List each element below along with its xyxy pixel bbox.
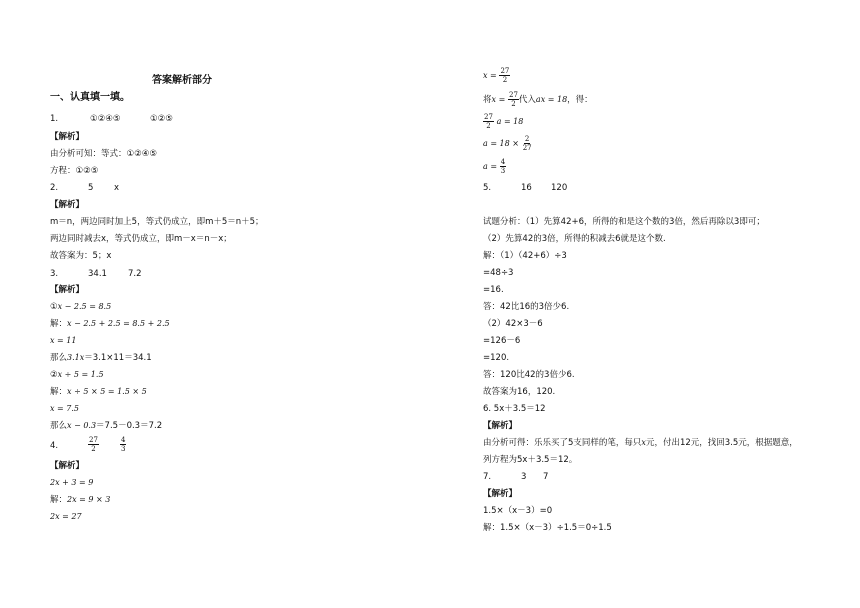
equation-line: 那么3.1x＝3.1×11＝34.1 bbox=[50, 353, 152, 363]
fraction: $\frac{27}{2}$ bbox=[508, 91, 518, 108]
equation-line: x = 7.5 bbox=[50, 404, 80, 413]
fraction: $\frac{27}{2}$ bbox=[484, 113, 493, 130]
question-7 bbox=[483, 471, 549, 483]
equation-line: 2x + 3 = 9 bbox=[50, 478, 94, 487]
explanation-line: =16. bbox=[483, 285, 504, 295]
answer-4a-fraction: $\frac{27}{2}$ bbox=[89, 436, 98, 453]
explanation-line: 故答案为：5；x bbox=[50, 251, 112, 261]
equation-line: a = 18 × $\frac{2}{27}$ bbox=[483, 135, 532, 152]
section-heading: 一、认真填一填。 bbox=[50, 92, 130, 103]
equation-line: ②x ÷ 5 = 1.5 bbox=[50, 370, 104, 380]
question-number: 7. bbox=[483, 472, 492, 482]
analysis-label: 【解析】 bbox=[483, 489, 518, 499]
equation-line: 那么x − 0.3＝7.5－0.3＝7.2 bbox=[50, 421, 163, 431]
equation-line: a = $\frac{4}{3}$ bbox=[483, 158, 506, 175]
explanation-line: 方程：①②⑤ bbox=[50, 166, 99, 176]
explanation-line: 解：1.5×（x－3）÷1.5＝0÷1.5 bbox=[483, 523, 612, 533]
answer-1b: ①②⑤ bbox=[150, 114, 173, 124]
analysis-label: 【解析】 bbox=[50, 200, 85, 210]
equation-line: $\frac{27}{2}$ a = 18 bbox=[484, 113, 524, 130]
fraction: $\frac{2}{27}$ bbox=[522, 135, 532, 152]
analysis-label: 【解析】 bbox=[483, 421, 518, 431]
question-2 bbox=[50, 182, 120, 194]
explanation-line: 解：（1）（42+6）÷3 bbox=[483, 251, 567, 261]
equation-line: 解：x − 2.5 + 2.5 = 8.5 + 2.5 bbox=[50, 319, 170, 329]
question-number: 3. bbox=[50, 269, 59, 279]
fraction: $\frac{27}{2}$ bbox=[500, 67, 510, 84]
equation-line: 将x = $\frac{27}{2}$ 代入ax = 18，得： bbox=[483, 91, 593, 108]
equation-line: 2x = 27 bbox=[50, 512, 82, 521]
explanation-line: =126－6 bbox=[483, 336, 521, 346]
answer-3a: 34.1 bbox=[88, 269, 107, 279]
equation-line: ①x − 2.5 = 8.5 bbox=[50, 302, 112, 312]
answer-5b: 120 bbox=[551, 183, 568, 193]
explanation-line: 故答案为16，120. bbox=[483, 387, 556, 397]
question-number: 1. bbox=[50, 114, 59, 124]
explanation-line: （2）先算42的3倍，所得的积减去6就是这个数. bbox=[483, 234, 666, 244]
analysis-label: 【解析】 bbox=[50, 132, 85, 142]
explanation-line: 答：120比42的3倍少6. bbox=[483, 370, 575, 380]
answer-3b: 7.2 bbox=[128, 269, 142, 279]
answer-5a: 16 bbox=[521, 183, 532, 193]
answer-7b: 7 bbox=[543, 472, 549, 482]
explanation-line: 列方程为5x＋3.5＝12。 bbox=[483, 455, 578, 465]
analysis-label: 【解析】 bbox=[50, 461, 85, 471]
equation-line: x = 11 bbox=[50, 336, 77, 345]
explanation-line: 1.5×（x－3）=0 bbox=[483, 506, 553, 516]
answer-2b: x bbox=[114, 183, 120, 193]
question-number: 5. bbox=[483, 183, 492, 193]
equation-line: 解：2x = 9 × 3 bbox=[50, 495, 111, 505]
answer-4b-fraction: $\frac{4}{3}$ bbox=[121, 436, 126, 453]
fraction: $\frac{4}{3}$ bbox=[500, 158, 506, 175]
page-title: 答案解析部分 bbox=[152, 75, 212, 86]
explanation-line: 由分析可得：乐乐买了5支同样的笔，每只x元，付出12元，找回3.5元，根据题意， bbox=[483, 438, 798, 448]
question-number: 4. bbox=[50, 441, 59, 451]
question-6: 6. 5x＋3.5＝12 bbox=[483, 404, 546, 414]
answer-1a: ①②④⑤ bbox=[90, 114, 121, 124]
explanation-line: （2）42×3－6 bbox=[483, 319, 543, 329]
explanation-line: 答：42比16的3倍少6. bbox=[483, 302, 570, 312]
question-1 bbox=[50, 113, 173, 125]
explanation-line: =48÷3 bbox=[483, 268, 514, 278]
analysis-label: 【解析】 bbox=[50, 285, 85, 295]
explanation-line: m＝n，两边同时加上5，等式仍成立，即m＋5＝n＋5； bbox=[50, 217, 264, 227]
equation-line: x = $\frac{27}{2}$ bbox=[483, 67, 510, 84]
explanation-line: 由分析可知：等式：①②④⑤ bbox=[50, 149, 157, 159]
explanation-line: =120. bbox=[483, 353, 510, 363]
question-5 bbox=[483, 182, 568, 194]
question-4 bbox=[50, 436, 126, 456]
equation-line: 解：x ÷ 5 × 5 = 1.5 × 5 bbox=[50, 387, 147, 397]
left-column bbox=[50, 0, 410, 608]
answer-2a: 5 bbox=[88, 183, 94, 193]
right-column bbox=[483, 0, 843, 608]
explanation-line: 试题分析：（1）先算42+6，所得的和是这个数的3倍，然后再除以3即可； bbox=[483, 217, 765, 227]
answer-7a: 3 bbox=[521, 472, 527, 482]
question-number: 2. bbox=[50, 183, 59, 193]
explanation-line: 两边同时减去x，等式仍成立，即m－x＝n－x； bbox=[50, 234, 232, 244]
question-3 bbox=[50, 268, 142, 280]
